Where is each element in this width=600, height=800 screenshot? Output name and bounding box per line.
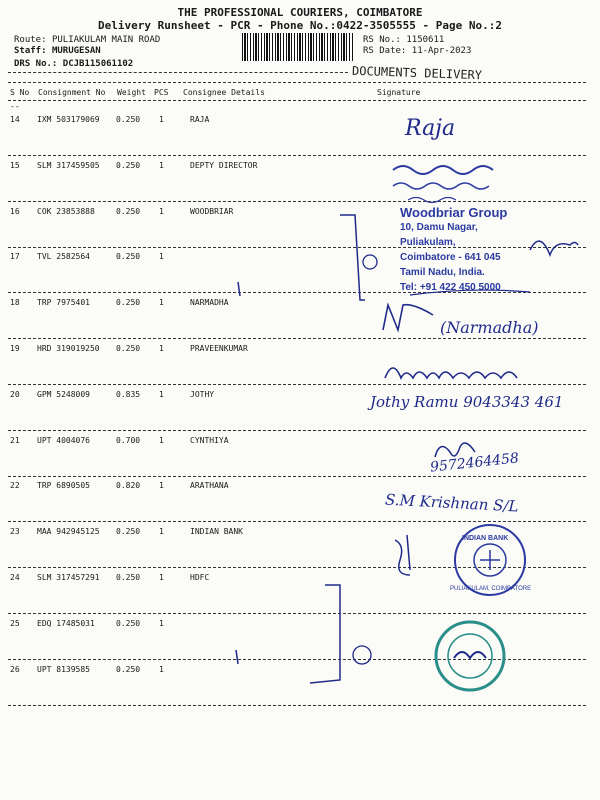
col-header-weight: Weight [117,88,146,97]
row-weight: 0.250 [116,298,141,308]
row-consignee: DEPTY DIRECTOR [190,160,258,170]
row-pcs: 1 [159,206,164,216]
tamil-office-stamp [388,158,518,211]
row-divider [8,476,586,477]
row-pcs: 1 [159,664,164,674]
row-weight: 0.250 [116,344,141,353]
row-sno: 23 [10,527,20,537]
woodbriar-stamp-line: Puliakulam, [400,237,456,248]
row-pcs: 1 [159,344,164,353]
woodbriar-stamp-line: 10, Damu Nagar, [400,222,478,233]
divider [8,72,348,73]
row-weight: 0.250 [116,252,141,262]
row-weight: 0.820 [116,481,141,491]
signature-cynthiya-phone: 9572464458 [429,450,520,476]
signature-narmadha: (Narmadha) [440,318,539,337]
route-line [14,35,160,45]
row-divider [8,155,586,156]
row-consignment-no: COK 23853888 [37,206,95,216]
barcode [242,33,354,61]
rs-date-line [363,46,471,56]
row-consignee: JOTHY [190,389,215,399]
tamil-stamp-scribble-icon [388,158,518,208]
row-sno: 17 [10,252,20,262]
bracket-scribble-icon [300,210,600,310]
staff-label: Staff: [14,46,47,56]
row-weight: 0.250 [116,206,141,216]
rs-date-label: RS Date: [363,46,407,56]
signature-narmadha-scribble-icon [378,300,438,340]
signature-praveenkumar-tamil-icon [380,358,550,388]
row-sno: 18 [10,298,20,308]
col-header-consignment: Consignment No [38,88,106,97]
row-consignment-no: TRP 6890505 [37,481,90,491]
row-consignment-no: UPT 4004076 [37,435,90,445]
row-sno: 26 [10,664,20,674]
row-weight: 0.250 [116,115,141,124]
row-consignee: NARMADHA [190,298,229,308]
row-pcs: 1 [159,527,164,537]
row-consignee: PRAVEENKUMAR [190,344,248,353]
company-seal-icon [430,618,510,694]
staff-value: MURUGESAN [51,46,101,56]
divider [8,100,586,101]
row-consignment-no: UPT 8139585 [37,664,90,674]
row-weight: 0.250 [116,573,141,582]
signature-indian-bank-scribble-icon [385,530,425,580]
runsheet-subtitle: Delivery Runsheet - PCR - Phone No.:0422-3505555 - Page No.:2 [98,19,502,32]
col-header-sno: S No [10,88,30,97]
row-weight: 0.250 [116,618,141,628]
row-consignment-no: MAA 942945125 [37,527,100,537]
row-consignee: INDIAN BANK [190,527,243,537]
tick-mark-icon [228,648,248,668]
row-sno: 21 [10,435,20,445]
row-sno: 14 [10,115,20,124]
row-sno: 15 [10,160,20,170]
row-divider [8,338,586,339]
row-weight: 0.250 [116,527,141,537]
drs-label: DRS No.: [14,59,58,69]
row-sno: 24 [10,573,20,582]
divider [8,82,586,83]
row-divider [8,613,586,614]
company-title: THE PROFESSIONAL COURIERS, COIMBATORE [177,6,423,19]
row-sno: 25 [10,618,20,628]
row-consignee: ARATHANA [190,481,229,491]
row-consignee: RAJA [190,115,210,124]
woodbriar-stamp-line: Tamil Nadu, India. [400,267,485,278]
row-pcs: 1 [159,115,164,124]
drs-line [14,59,133,69]
woodbriar-stamp-line: Tel: +91 422 450 5000 [400,282,501,293]
woodbriar-stamp-line: Woodbriar Group [400,205,508,220]
signature-raja: Raja [405,116,456,141]
col-header-consignee: Consignee Details [183,88,265,97]
route-value: PULIAKULAM MAIN ROAD [51,35,161,45]
col-header-pcs: PCS [154,88,169,97]
row-weight: 0.250 [116,664,141,674]
row-consignee: HDFC [190,573,210,582]
tick-mark-icon [230,280,250,300]
row-pcs: 1 [159,435,164,445]
row-pcs: 1 [159,389,164,399]
staff-line [14,46,101,56]
woodbriar-stamp-line: Coimbatore - 641 045 [400,252,501,263]
row-divider [8,430,586,431]
row-pcs: 1 [159,298,164,308]
row-pcs: 1 [159,160,164,170]
row-consignee: CYNTHIYA [190,435,229,445]
row-sno: 16 [10,206,20,216]
row-sno: 19 [10,344,20,353]
row-consignment-no: EDQ 17485031 [37,618,95,628]
row-pcs: 1 [159,481,164,491]
row-pcs: 1 [159,252,164,262]
rs-no-line [363,35,444,45]
row-consignment-no: TVL 2582564 [37,252,90,262]
drs-value: DCJB115061102 [62,59,134,69]
rs-no-label: RS No.: [363,35,401,45]
route-label: Route: [14,35,47,45]
row-pcs: 1 [159,573,164,582]
row-consignee: WOODBRIAR [190,206,234,216]
row-consignment-no: SLM 317459505 [37,160,100,170]
row-consignment-no: TRP 7975401 [37,298,90,308]
rs-date-value: 11-Apr-2023 [411,46,472,56]
documents-delivery-stamp: DOCUMENTS DELIVERY [351,63,483,83]
signature-jothy: Jothy Ramu 9043343 461 [370,393,564,411]
row-separator-mark: -- [10,102,20,111]
row-weight: 0.700 [116,435,141,445]
row-consignment-no: IXM 503179069 [37,115,100,124]
row-sno: 22 [10,481,20,491]
indian-bank-seal-branch: PULIAKULAM, COIMBATORE [450,586,532,592]
row-consignment-no: GPM 5248009 [37,389,90,399]
row-weight: 0.835 [116,389,141,399]
signature-arathana: S.M Krishnan S/L [384,490,519,516]
indian-bank-seal-label: INDIAN BANK [462,535,509,542]
rs-no-value: 1150611 [406,35,445,45]
row-consignment-no: SLM 317457291 [37,573,100,582]
row-divider [8,705,586,706]
row-weight: 0.250 [116,160,141,170]
row-pcs: 1 [159,618,164,628]
row-sno: 20 [10,389,20,399]
bracket-scribble-icon [300,580,380,690]
col-header-signature: Signature [377,88,421,97]
row-consignment-no: HRD 319019250 [37,344,100,353]
